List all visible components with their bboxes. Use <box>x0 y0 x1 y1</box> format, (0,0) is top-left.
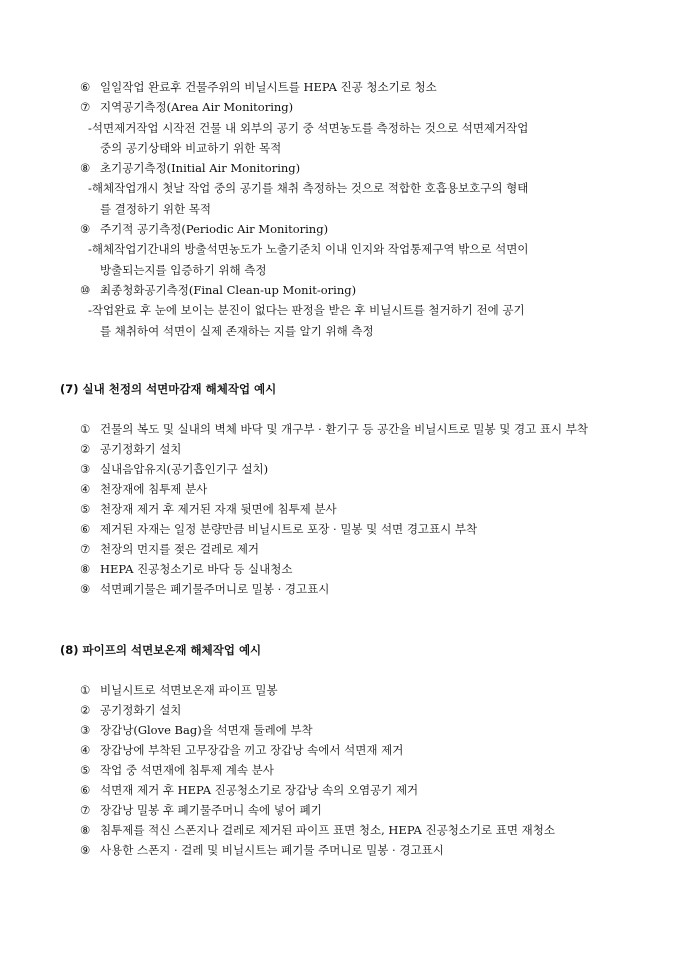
item-text: 천장의 먼지를 젖은 걸레로 제거 <box>100 542 260 556</box>
item-number: ⑥ <box>80 80 91 94</box>
list-item <box>80 502 337 516</box>
list-item <box>80 803 322 817</box>
item-number: ⑤ <box>80 502 91 516</box>
item-text: 건물의 복도 및 실내의 벽체 바닥 및 개구부 · 환기구 등 공간을 비닐시트로 밀봉 및 경고 표시 부착 <box>100 422 588 436</box>
item-text: 를 결정하기 위한 목적 <box>100 202 211 216</box>
list-item <box>80 283 356 297</box>
item-text: 방출되는지를 입증하기 위해 측정 <box>100 263 267 277</box>
item-number: ② <box>80 442 91 456</box>
list-item <box>80 161 300 175</box>
list-item <box>80 542 259 556</box>
item-number: ⑨ <box>80 843 91 857</box>
item-text: 주기적 공기측정(Periodic Air Monitoring) <box>100 222 329 236</box>
item-text: 천장재에 침투제 분사 <box>100 482 208 496</box>
item-text: 실내음압유지(공기흡인기구 설치) <box>100 462 269 476</box>
item-number: ⑤ <box>80 763 91 777</box>
item-text: 비닐시트로 석면보온재 파이프 밀봉 <box>100 683 278 697</box>
item-description <box>100 202 211 216</box>
item-description <box>88 242 529 256</box>
list-item <box>80 482 207 496</box>
item-text: 최종청화공기측정(Final Clean-up Monit-oring) <box>100 283 357 297</box>
item-text: 석면폐기물은 폐기물주머니로 밀봉 · 경고표시 <box>100 582 330 596</box>
item-text: 공기정화기 설치 <box>100 703 182 717</box>
item-number: ⑦ <box>80 100 91 114</box>
section-heading: (8) 파이프의 석면보온재 해체작업 예시 <box>60 643 262 657</box>
item-description <box>100 141 281 155</box>
item-number: ⑩ <box>80 283 91 297</box>
list-item <box>80 222 328 236</box>
item-text: 석면재 제거 후 HEPA 진공청소기로 장갑낭 속의 오염공기 제거 <box>100 783 419 797</box>
item-number: ⑥ <box>80 783 91 797</box>
item-text: 초기공기측정(Initial Air Monitoring) <box>100 161 301 175</box>
item-number: ① <box>80 683 91 697</box>
list-item <box>80 80 437 94</box>
item-text: 를 채취하여 석면이 실제 존재하는 지를 알기 위해 측정 <box>100 324 374 338</box>
list-item <box>80 100 293 114</box>
item-text: 천장재 제거 후 제거된 자재 뒷면에 침투제 분사 <box>100 502 337 516</box>
item-text: 장갑낭에 부착된 고무장갑을 끼고 장갑낭 속에서 석면재 제거 <box>100 743 404 757</box>
item-text: 작업 중 석면재에 침투제 계속 분사 <box>100 763 274 777</box>
item-number: ② <box>80 703 91 717</box>
item-description <box>100 263 267 277</box>
item-text: -해체작업기간내의 방출석면농도가 노출기준치 이내 인지와 작업통제구역 밖으로 석면이 <box>88 242 529 256</box>
item-text: 지역공기측정(Area Air Monitoring) <box>100 100 294 114</box>
list-item <box>80 442 181 456</box>
list-item <box>80 783 418 797</box>
item-text: 사용한 스폰지 · 걸레 및 비닐시트는 폐기물 주머니로 밀봉 · 경고표시 <box>100 843 444 857</box>
item-text: 공기정화기 설치 <box>100 442 182 456</box>
list-item <box>80 522 477 536</box>
list-item <box>80 562 292 576</box>
item-text: 침투제를 적신 스폰지나 걸레로 제거된 파이프 표면 청소, HEPA 진공청소기로 표면 재청소 <box>100 823 555 837</box>
item-number: ⑨ <box>80 222 91 236</box>
list-item <box>80 743 403 757</box>
list-item <box>80 763 274 777</box>
item-text: -작업완료 후 눈에 보이는 분진이 없다는 판정을 받은 후 비닐시트를 철거하기 전에 공기 <box>88 303 525 317</box>
item-text: 제거된 자재는 일정 분량만큼 비닐시트로 포장 · 밀봉 및 석면 경고표시 부착 <box>100 522 478 536</box>
list-item <box>80 843 444 857</box>
item-text: 장갑낭(Glove Bag)을 석면재 둘레에 부착 <box>100 723 313 737</box>
list-item <box>80 582 329 596</box>
list-item <box>80 462 268 476</box>
item-number: ⑥ <box>80 522 91 536</box>
item-description <box>88 303 525 317</box>
item-text: 중의 공기상태와 비교하기 위한 목적 <box>100 141 282 155</box>
item-description <box>88 121 528 135</box>
list-item <box>80 703 181 717</box>
item-number: ① <box>80 422 91 436</box>
item-number: ⑦ <box>80 803 91 817</box>
item-number: ⑨ <box>80 582 91 596</box>
item-number: ④ <box>80 482 91 496</box>
item-number: ⑧ <box>80 562 91 576</box>
item-number: ④ <box>80 743 91 757</box>
item-text: 일일작업 완료후 건물주위의 비닐시트를 HEPA 진공 청소기로 청소 <box>100 80 437 94</box>
item-text: 장갑낭 밀봉 후 폐기물주머니 속에 넣어 폐기 <box>100 803 322 817</box>
item-text: -해체작업개시 첫날 작업 중의 공기를 채취 측정하는 것으로 적합한 호흡용보호구의 형태 <box>88 181 529 195</box>
item-description <box>100 324 374 338</box>
item-description <box>88 181 528 195</box>
item-text: -석면제거작업 시작전 건물 내 외부의 공기 중 석면농도를 측정하는 것으로 석면제거작업 <box>88 121 529 135</box>
item-number: ⑧ <box>80 823 91 837</box>
item-number: ③ <box>80 723 91 737</box>
list-item <box>80 723 313 737</box>
list-item <box>80 683 278 697</box>
item-number: ⑦ <box>80 542 91 556</box>
section-heading: (7) 실내 천정의 석면마감재 해체작업 예시 <box>60 382 277 396</box>
list-item <box>80 823 555 837</box>
item-number: ⑧ <box>80 161 91 175</box>
item-number: ③ <box>80 462 91 476</box>
item-text: HEPA 진공청소기로 바닥 등 실내청소 <box>100 562 293 576</box>
list-item <box>80 422 588 436</box>
